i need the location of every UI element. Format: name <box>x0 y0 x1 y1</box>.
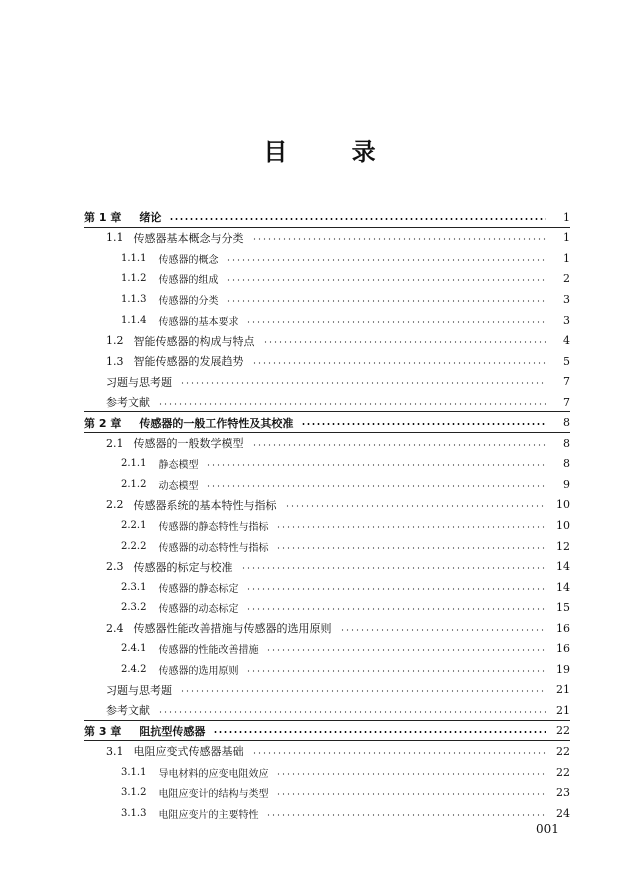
toc-entry-page: 19 <box>556 662 570 676</box>
toc-entry-page: 2 <box>563 272 570 286</box>
toc-entry-page: 23 <box>556 786 570 800</box>
toc-entry-title: 传感器的动态特性与指标 <box>158 542 269 554</box>
toc-entry-number: 2.4 <box>106 621 124 635</box>
toc-entry-number: 2.4.1 <box>121 643 147 655</box>
toc-entry[interactable] <box>84 495 570 516</box>
toc-entry[interactable] <box>84 433 570 454</box>
dot-leader <box>226 279 546 281</box>
toc-entry[interactable] <box>84 597 570 618</box>
toc-entry[interactable] <box>84 659 570 680</box>
toc-entry-title: 传感器的一般工作特性及其校准 <box>139 416 294 430</box>
toc-entry-page: 3 <box>563 292 570 306</box>
toc-entry-number: 3.1.2 <box>121 787 147 799</box>
toc-entry[interactable] <box>84 228 570 249</box>
toc-entry-title: 电阻应变式传感器基础 <box>133 745 244 759</box>
toc-chapter-entry[interactable] <box>84 207 570 228</box>
toc-entry-page: 21 <box>556 703 570 717</box>
dot-leader <box>246 588 546 590</box>
toc-entry[interactable] <box>84 741 570 762</box>
toc-entry-number: 第 2 章 <box>84 416 122 430</box>
toc-entry-title: 导电材料的应变电阻效应 <box>158 768 269 780</box>
toc-entry-number: 1.3 <box>106 354 124 368</box>
toc-entry-title: 传感器的选用原则 <box>158 665 239 677</box>
dot-leader <box>263 341 547 343</box>
toc-entry-number: 1.1.4 <box>121 314 147 326</box>
toc-entry-number: 第 3 章 <box>84 724 122 738</box>
toc-entry-title: 阻抗型传感器 <box>139 724 206 738</box>
toc-entry-page: 12 <box>556 539 570 553</box>
toc-entry[interactable] <box>84 474 570 495</box>
toc-entry-title: 传感器的静态标定 <box>158 583 239 595</box>
dot-leader <box>340 629 547 631</box>
toc-entry[interactable] <box>84 310 570 331</box>
toc-entry[interactable] <box>84 351 570 372</box>
toc-entry-number: 2.3.1 <box>121 581 147 593</box>
toc-entry-number: 1.1.1 <box>121 252 147 264</box>
toc-entry-page: 10 <box>556 518 570 532</box>
toc-entry-number: 2.1.1 <box>121 458 147 470</box>
toc-entry-number: 1.1 <box>106 231 124 245</box>
dot-leader <box>158 403 546 405</box>
dot-leader <box>180 690 546 692</box>
toc-entry-title: 传感器的标定与校准 <box>133 560 233 574</box>
dot-leader <box>285 505 547 507</box>
toc-entry-title: 传感器性能改善措施与传感器的选用原则 <box>133 622 332 636</box>
toc-entry-page: 14 <box>556 560 570 574</box>
toc-entry-title: 传感器的性能改善措施 <box>158 645 259 657</box>
toc-entry-page: 22 <box>556 744 570 758</box>
toc-entry[interactable] <box>84 289 570 310</box>
toc-entry-title: 传感器系统的基本特性与指标 <box>133 498 277 512</box>
dot-leader <box>246 321 546 323</box>
toc-entry-number: 1.1.3 <box>121 293 147 305</box>
dot-leader <box>276 793 546 795</box>
toc-entry-page: 22 <box>556 724 570 738</box>
toc-entry-title: 传感器基本概念与分类 <box>133 231 244 245</box>
toc-entry[interactable] <box>84 577 570 598</box>
dot-leader <box>246 608 546 610</box>
toc-entry-number: 2.2.2 <box>121 540 147 552</box>
toc-entry-number: 2.2.1 <box>121 519 147 531</box>
toc-entry-title: 电阻应变片的主要特性 <box>158 809 259 821</box>
toc-entry-number: 2.3.2 <box>121 602 147 614</box>
dot-leader <box>206 485 546 487</box>
toc-entry-page: 8 <box>563 457 570 471</box>
toc-entry[interactable] <box>84 680 570 701</box>
toc-entry-page: 16 <box>556 621 570 635</box>
dot-leader <box>252 238 547 240</box>
toc-entry-title: 参考文献 <box>106 704 150 718</box>
toc-entry[interactable] <box>84 700 570 721</box>
toc-entry-page: 1 <box>563 231 570 245</box>
dot-leader <box>226 259 546 261</box>
toc-entry[interactable] <box>84 392 570 413</box>
toc-entry-page: 16 <box>556 642 570 656</box>
dot-leader <box>276 526 546 528</box>
dot-leader <box>180 382 546 384</box>
toc-entry-page: 21 <box>556 683 570 697</box>
toc-entry-number: 3.1 <box>106 744 124 758</box>
toc-entry[interactable] <box>84 618 570 639</box>
toc-entry-number: 3.1.1 <box>121 766 147 778</box>
toc-entry[interactable] <box>84 248 570 269</box>
toc-entry-title: 传感器的概念 <box>158 254 219 266</box>
toc-entry-page: 1 <box>563 210 570 224</box>
toc-entry-page: 7 <box>563 395 570 409</box>
toc-entry[interactable] <box>84 556 570 577</box>
toc-entry[interactable] <box>84 269 570 290</box>
toc-entry-title: 动态模型 <box>158 480 199 492</box>
dot-leader <box>266 814 546 816</box>
toc-entry[interactable] <box>84 638 570 659</box>
toc-entry-number: 2.1.2 <box>121 478 147 490</box>
dot-leader <box>246 670 546 672</box>
toc-entry-page: 4 <box>563 334 570 348</box>
dot-leader <box>301 423 546 425</box>
toc-entry-title: 传感器的一般数学模型 <box>133 437 244 451</box>
toc-entry-title: 习题与思考题 <box>106 375 172 389</box>
toc-entry-page: 3 <box>563 313 570 327</box>
dot-leader <box>241 567 547 569</box>
dot-leader <box>213 731 546 733</box>
toc-entry-number: 2.4.2 <box>121 663 147 675</box>
toc-entry-page: 14 <box>556 580 570 594</box>
dot-leader <box>252 752 547 754</box>
toc-entry-number: 2.3 <box>106 560 124 574</box>
dot-leader <box>252 362 547 364</box>
toc-entry[interactable] <box>84 371 570 392</box>
toc-entry-title: 传感器的动态标定 <box>158 604 239 616</box>
toc-entry-number: 第 1 章 <box>84 211 122 225</box>
table-of-contents <box>84 207 570 823</box>
toc-entry-page: 5 <box>563 354 570 368</box>
toc-entry-title: 传感器的基本要求 <box>158 316 239 328</box>
dot-leader <box>169 218 546 220</box>
toc-entry-title: 习题与思考题 <box>106 683 172 697</box>
dot-leader <box>252 444 547 446</box>
toc-entry-title: 静态模型 <box>158 460 199 472</box>
toc-entry[interactable] <box>84 454 570 475</box>
toc-entry-page: 24 <box>556 806 570 820</box>
toc-entry-page: 15 <box>556 601 570 615</box>
toc-entry-title: 智能传感器的发展趋势 <box>133 355 244 369</box>
dot-leader <box>276 547 546 549</box>
toc-entry-title: 绪论 <box>139 211 162 225</box>
toc-entry-title: 传感器的静态特性与指标 <box>158 521 269 533</box>
toc-chapter-entry[interactable] <box>84 412 570 433</box>
toc-entry[interactable] <box>84 536 570 557</box>
toc-entry-number: 3.1.3 <box>121 807 147 819</box>
toc-chapter-entry[interactable] <box>84 721 570 742</box>
toc-entry-page: 7 <box>563 375 570 389</box>
toc-entry-number: 1.2 <box>106 334 124 348</box>
toc-entry[interactable] <box>84 782 570 803</box>
toc-entry[interactable] <box>84 515 570 536</box>
toc-entry[interactable] <box>84 803 570 824</box>
toc-entry-title: 参考文献 <box>106 396 150 410</box>
toc-entry-page: 10 <box>556 498 570 512</box>
toc-entry-title: 电阻应变计的结构与类型 <box>158 789 269 801</box>
dot-leader <box>276 773 546 775</box>
dot-leader <box>206 464 546 466</box>
toc-entry-page: 1 <box>563 251 570 265</box>
toc-entry-title: 传感器的分类 <box>158 295 219 307</box>
toc-entry-page: 22 <box>556 765 570 779</box>
toc-entry-number: 2.2 <box>106 498 124 512</box>
toc-entry-page: 8 <box>563 416 570 430</box>
toc-entry-number: 2.1 <box>106 436 124 450</box>
toc-entry-title: 传感器的组成 <box>158 275 219 287</box>
dot-leader <box>266 649 546 651</box>
dot-leader <box>226 300 546 302</box>
page-title: 目 录 <box>263 138 404 166</box>
toc-entry[interactable] <box>84 762 570 783</box>
toc-entry-page: 9 <box>563 477 570 491</box>
page-number: 001 <box>536 822 559 836</box>
toc-entry[interactable] <box>84 330 570 351</box>
toc-entry-number: 1.1.2 <box>121 273 147 285</box>
dot-leader <box>158 711 546 713</box>
toc-entry-page: 8 <box>563 436 570 450</box>
toc-entry-title: 智能传感器的构成与特点 <box>133 334 255 348</box>
